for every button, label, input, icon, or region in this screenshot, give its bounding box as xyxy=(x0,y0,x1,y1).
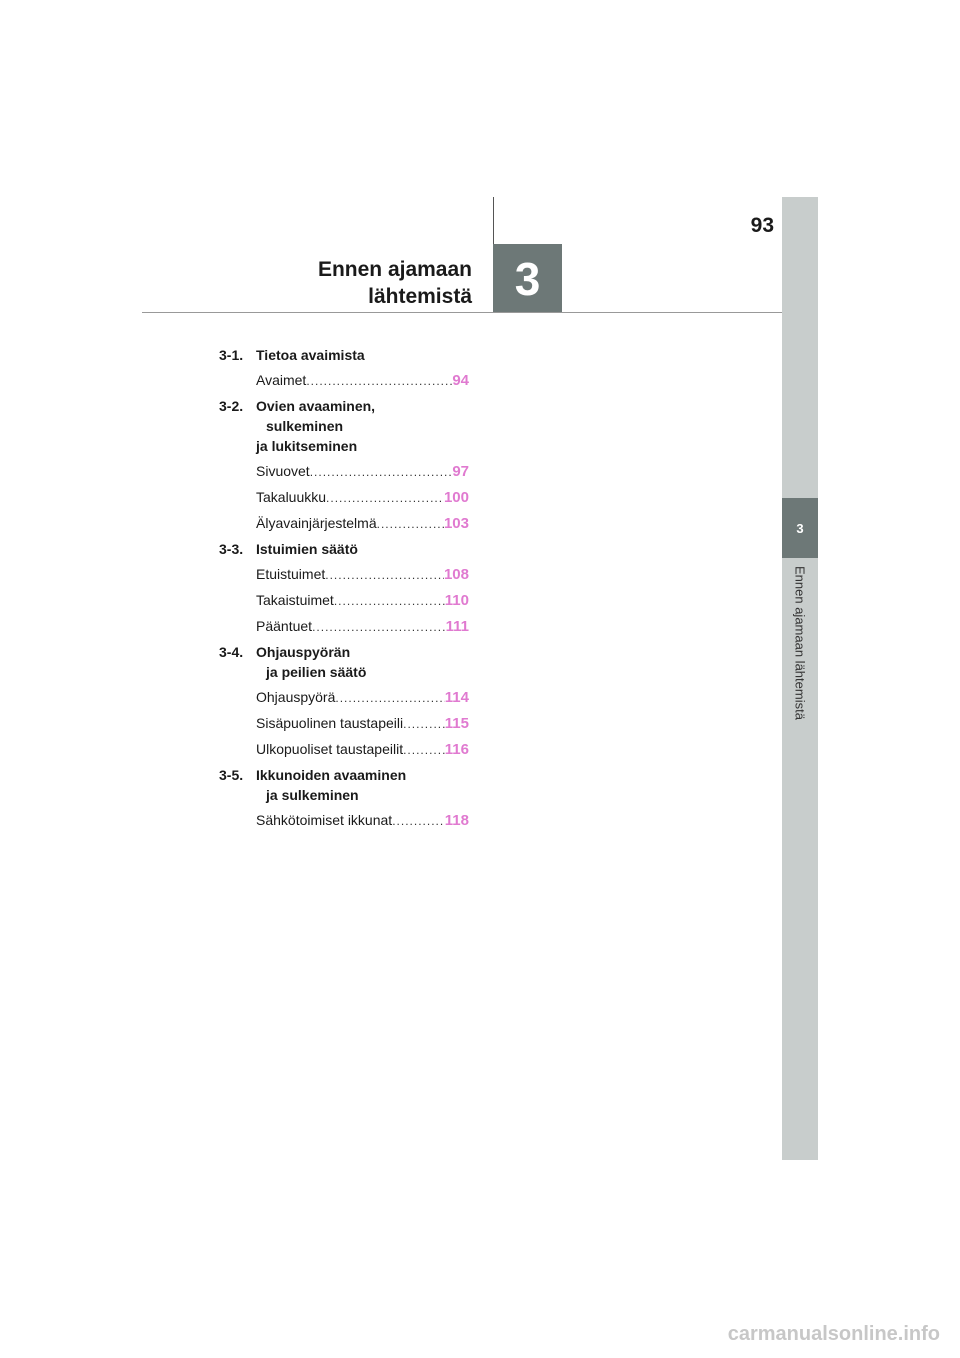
section-title-line: sulkeminen xyxy=(266,418,344,434)
leader-dots xyxy=(403,714,445,734)
side-tab-number: 3 xyxy=(782,498,818,558)
toc-entry[interactable] xyxy=(256,687,469,708)
page-link[interactable]: 115 xyxy=(444,715,469,732)
chapter-title-line1: Ennen ajamaan xyxy=(317,258,472,281)
page-link[interactable]: 100 xyxy=(443,489,469,506)
section-title xyxy=(256,765,406,805)
section-title-line: Tietoa avaimista xyxy=(256,347,365,363)
section-title-line: Ikkunoiden avaaminen xyxy=(256,767,407,783)
toc-section xyxy=(219,345,469,365)
watermark: carmanualsonline.info xyxy=(727,1323,940,1345)
leader-dots xyxy=(403,740,445,760)
chapter-title xyxy=(318,256,472,310)
toc-section xyxy=(219,765,469,805)
page-link[interactable]: 103 xyxy=(443,515,469,532)
entry-label: Avaimet xyxy=(256,372,307,388)
page-link[interactable]: 108 xyxy=(443,566,469,583)
section-title-line: Istuimien säätö xyxy=(256,541,358,557)
leader-dots xyxy=(377,514,444,534)
entry-label: Sisäpuolinen taustapeili xyxy=(256,715,404,731)
entry-label: Ulkopuoliset taustapeilit xyxy=(256,741,404,757)
section-number: 3-1. xyxy=(219,347,244,363)
toc-section xyxy=(219,396,469,456)
header-rule xyxy=(142,312,782,313)
side-tab-label: Ennen ajamaan lähtemistä xyxy=(792,566,808,720)
section-title xyxy=(256,396,375,456)
entry-label: Pääntuet xyxy=(256,618,313,634)
section-number: 3-2. xyxy=(219,398,244,414)
page-link[interactable]: 118 xyxy=(444,812,469,829)
page-link[interactable]: 116 xyxy=(444,741,469,758)
section-title xyxy=(256,642,366,682)
toc-entry[interactable] xyxy=(256,739,469,760)
toc-entry[interactable] xyxy=(256,713,469,734)
leader-dots xyxy=(310,462,453,482)
section-number: 3-3. xyxy=(219,541,244,557)
section-number: 3-4. xyxy=(219,644,244,660)
toc-entry[interactable] xyxy=(256,370,469,391)
section-title xyxy=(256,539,358,559)
page-number: 93 xyxy=(750,214,774,237)
page-link[interactable]: 94 xyxy=(452,372,469,389)
leader-dots xyxy=(326,488,444,508)
entry-label: Ohjauspyörä xyxy=(256,689,336,705)
toc-entry[interactable] xyxy=(256,487,469,508)
entry-label: Takaistuimet xyxy=(256,592,334,608)
section-title xyxy=(256,345,365,365)
toc-entry[interactable] xyxy=(256,513,469,534)
entry-label: Älyavainjärjestelmä xyxy=(256,515,377,531)
section-title-line: ja peilien säätö xyxy=(266,664,367,680)
page-link[interactable]: 97 xyxy=(452,463,469,480)
page-link[interactable]: 110 xyxy=(444,592,469,609)
header-divider-vertical xyxy=(493,197,494,244)
leader-dots xyxy=(335,688,444,708)
section-title-line: Ovien avaaminen, xyxy=(256,398,376,414)
toc-section xyxy=(219,539,469,559)
section-title-line: Ohjauspyörän xyxy=(256,644,351,660)
section-title-line: ja lukitseminen xyxy=(256,438,358,454)
toc-entry[interactable] xyxy=(256,461,469,482)
toc-section xyxy=(219,642,469,682)
chapter-title-line2: lähtemistä xyxy=(368,285,472,308)
leader-dots xyxy=(325,565,444,585)
toc-entry[interactable] xyxy=(256,564,469,585)
entry-label: Etuistuimet xyxy=(256,566,326,582)
section-title-line: ja sulkeminen xyxy=(266,787,359,803)
toc-entry[interactable] xyxy=(256,810,469,831)
table-of-contents xyxy=(219,345,469,836)
chapter-number-box: 3 xyxy=(493,244,562,313)
entry-label: Takaluukku xyxy=(256,489,327,505)
leader-dots xyxy=(334,591,445,611)
toc-entry[interactable] xyxy=(256,590,469,611)
entry-label: Sähkötoimiset ikkunat xyxy=(256,812,393,828)
page-link[interactable]: 111 xyxy=(445,618,469,635)
leader-dots xyxy=(312,617,446,637)
entry-label: Sivuovet xyxy=(256,463,310,479)
toc-entry[interactable] xyxy=(256,616,469,637)
leader-dots xyxy=(306,371,452,391)
leader-dots xyxy=(392,811,445,831)
section-number: 3-5. xyxy=(219,767,244,783)
page-link[interactable]: 114 xyxy=(444,689,469,706)
